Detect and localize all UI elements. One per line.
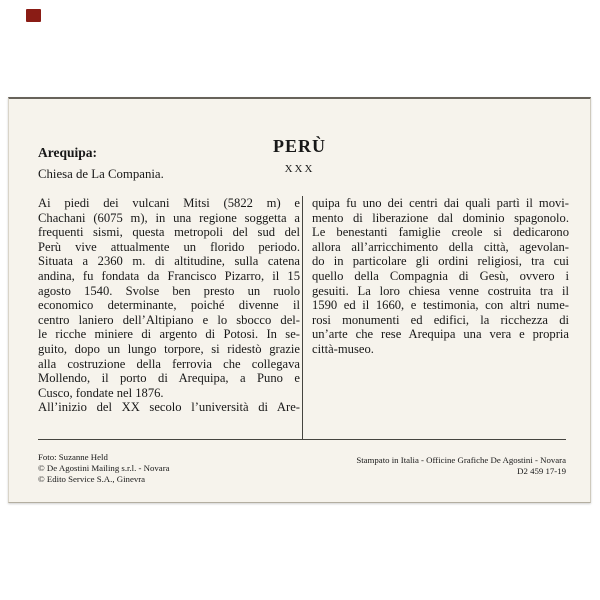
text-line: andina, fu fondata da Francisco Pizarro, il 15	[38, 268, 300, 283]
print-imprint	[356, 455, 566, 477]
text-line: economico determinante, poiché divenne il	[38, 298, 300, 313]
text-line: All’inizio del XX secolo l’università di Are-	[38, 400, 300, 415]
text-line: © Edito Service S.A., Ginevra	[38, 474, 146, 485]
caption-title: Arequipa:	[38, 145, 98, 160]
body-column-right	[312, 196, 569, 357]
text-line: Chachani (6075 m), in una regione soggetta a	[38, 210, 300, 225]
country-title: PERÙ	[273, 136, 326, 156]
text-line: © De Agostini Mailing s.r.l. - Novara	[38, 463, 170, 474]
text-line: alla costruzione della ferrovia che collegava	[38, 356, 300, 371]
text-line: frequenti sismi, questa metropoli del sud del	[38, 225, 300, 240]
text-line: Foto: Suzanne Held	[38, 452, 108, 462]
series-code: XXX	[284, 163, 315, 175]
text-line: 1590 ed il 1660, e testimonia, con altri nume-	[312, 298, 569, 313]
caption-block	[38, 145, 164, 182]
text-line: mento di liberazione dal dominio spagonolo.	[312, 210, 569, 225]
photo-credits	[38, 452, 170, 486]
text-line: guito, dopo un lungo torpore, si ridestò grazie	[38, 341, 300, 356]
text-line: Ai piedi dei vulcani Mitsi (5822 m) e	[38, 196, 300, 210]
text-line: do in particolare gli ordini religiosi, tra cui	[312, 254, 569, 269]
text-line: allora all’arricchimento della città, agevolan-	[312, 239, 569, 254]
text-line: Stampato in Italia - Officine Grafiche De Agostini - Novara	[356, 455, 566, 465]
text-line: rosi monumenti ed edifici, la ricchezza di	[312, 312, 569, 327]
footer-rule	[38, 439, 566, 440]
text-line: gesuiti. La loro chiesa venne costruita tra il	[312, 283, 569, 298]
text-line: agosto 1540. Svolse ben presto un ruolo	[38, 283, 300, 298]
text-line: Le benestanti famiglie creole si dedicarono	[312, 225, 569, 240]
text-line: centro laniero dell’Altipiano e lo sbocco del-	[38, 312, 300, 327]
postcard-back	[8, 97, 591, 503]
text-line: D2 459 17-19	[517, 466, 566, 477]
text-line: Cusco, fondate nel 1876.	[38, 385, 164, 400]
text-line: città-museo.	[312, 341, 374, 356]
red-corner-mark	[26, 9, 41, 22]
text-line: quello della Compagnia di Gesù, ovvero i	[312, 268, 569, 283]
text-line: Situata a 2360 m. di altitudine, sulla catena	[38, 254, 300, 269]
text-line: le ricche miniere di argento di Potosi. In se-	[38, 327, 300, 342]
text-line: quipa fu uno dei centri dai quali partì il movi-	[312, 196, 569, 210]
caption-subtitle: Chiesa de La Compania.	[38, 167, 164, 181]
text-line: Perù vive attualmente un florido periodo.	[38, 239, 300, 254]
column-divider	[302, 196, 303, 439]
text-line: un’arte che rese Arequipa una vera e propria	[312, 327, 569, 342]
body-column-left	[38, 196, 300, 415]
text-line: Mollendo, il porto di Arequipa, a Puno e	[38, 371, 300, 386]
